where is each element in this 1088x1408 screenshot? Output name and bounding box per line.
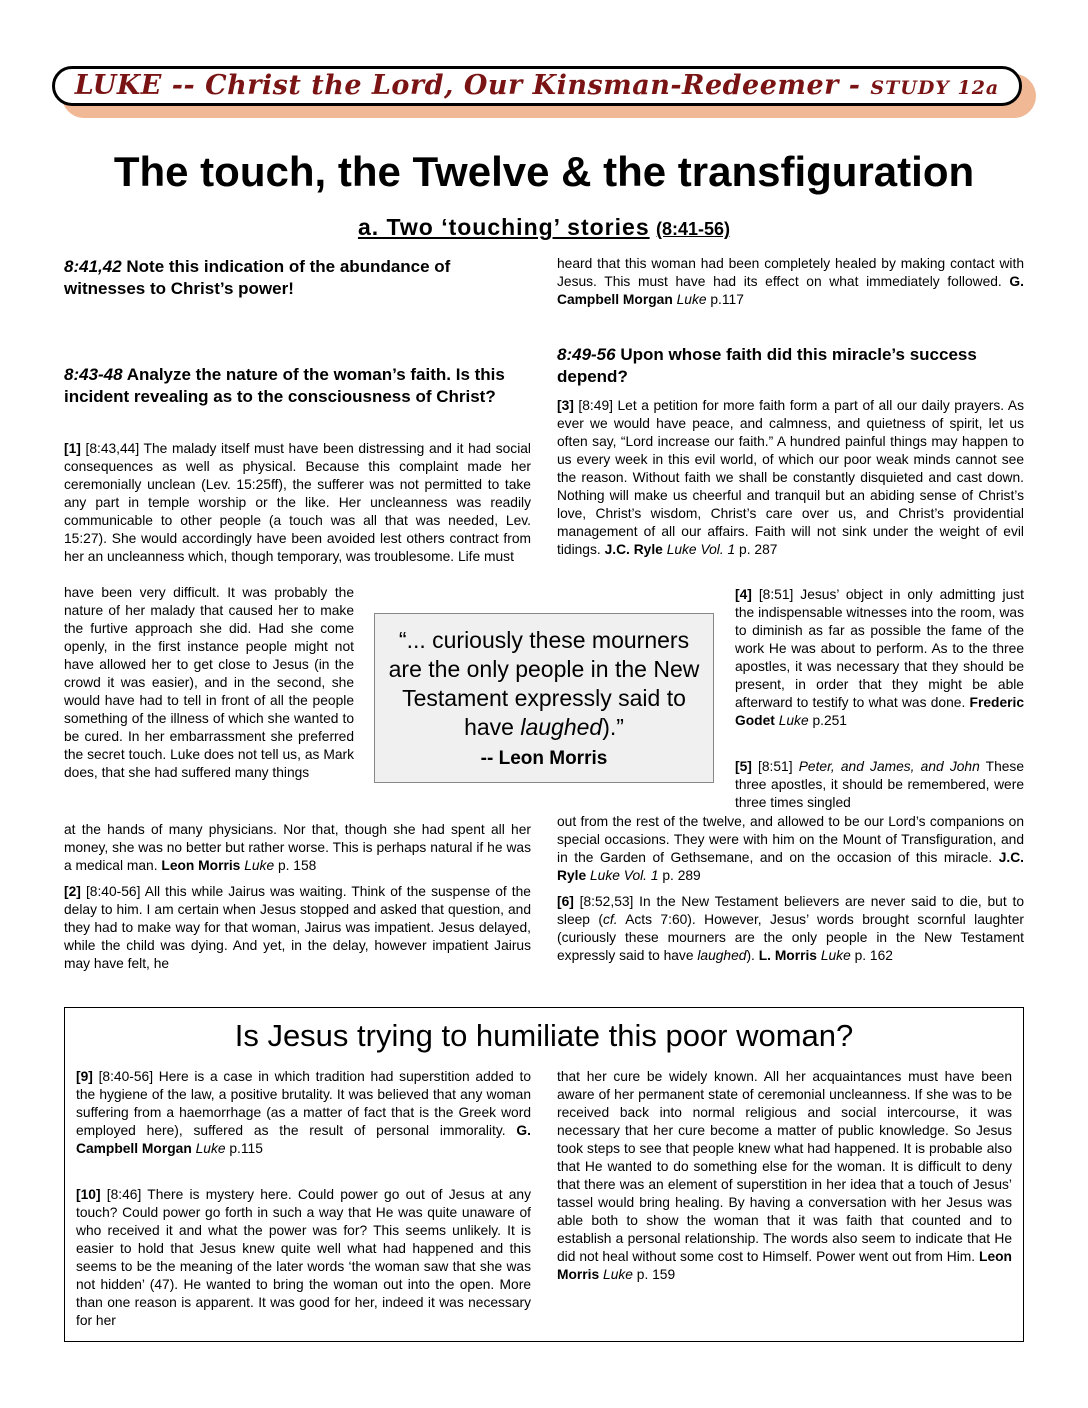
para-number: [6] xyxy=(557,894,574,909)
commentary-5-top xyxy=(735,758,1024,812)
question-text: Upon whose faith did this miracle’s success depend? xyxy=(557,345,977,386)
commentary-10-cont xyxy=(557,1068,1012,1284)
para-italic: Peter, and James, and John xyxy=(798,759,980,774)
para-text: These three apostles, it should be remembered, were three times singled xyxy=(735,759,1024,810)
para-number: [4] xyxy=(735,587,752,602)
question-8-41 xyxy=(64,256,530,300)
para-text: at the hands of many physicians. Nor that, though she had spent all her money, she was no better but rather worse. This is perhaps natural if he was a medical man. xyxy=(64,822,531,873)
para-text: [8:49] Let a petition for more faith form a part of all our daily prayers. As ever we would have peace, and calmness, and quietness of spirit, let us often say, “Lord increase our faith.” A hundred painful things may happen to us every week in this evil world, of which our poor weak minds cannot see the reason. Without faith we shall be constantly disquieted and cast down. Nothing will make us cheerful and tranquil but an abiding sense of Christ’s love, Christ’s wisdom, Christ’s care over us, and Christ’s providential management of all our affairs. Faith will not sink under the weight of evil tidings. xyxy=(557,398,1024,557)
para-number: [9] xyxy=(76,1069,93,1084)
para-text: [8:52,53] In the New Testament believers are never said to die, but to sleep ( xyxy=(557,894,1024,927)
para-text: [8:51] xyxy=(751,759,799,774)
para-text: [8:46] There is mystery here. Could power go out of Jesus at any touch? Could power go forth in such a way that He was quite unaware of who received it and what the power was for? This seems unlikely. It is easier to hold that Jesus knew quite well what had happened and this seems to be the meaning of the later words ‘the woman saw that she was not hidden’ (47). He wanted to bring the woman out into the open. More than one reason is apparent. It was good for her, indeed it was necessary for her xyxy=(76,1187,531,1328)
para-italic: cf. xyxy=(602,912,618,927)
para-italic: laughed xyxy=(697,948,747,963)
question-text: Analyze the nature of the woman’s faith. Is this incident revealing as to the consciousness of Christ? xyxy=(64,365,505,406)
para-page: p. 287 xyxy=(735,542,778,557)
commentary-2-cont xyxy=(557,255,1024,309)
para-author: Leon Morris xyxy=(557,1249,1012,1282)
para-author: Leon Morris xyxy=(161,858,241,873)
commentary-5-bottom xyxy=(557,813,1024,885)
para-work: Luke xyxy=(195,1141,226,1156)
question-ref: 8:41,42 xyxy=(64,257,122,276)
para-text: [8:51] Jesus’ object in only admitting just the indispensable witnesses into the room, was to diminish as far as possible the fame of the work He was about to perform. As to the three apostles, it was necessary that they should be present, in order that they might be able afterward to testify to what was done. xyxy=(735,587,1024,710)
para-text: Acts 7:60). However, Jesus’ words brought scornful laughter (curiously these mourners are the only people in the New Testament expressly said to have xyxy=(557,912,1024,963)
commentary-1-top xyxy=(64,440,531,566)
para-number: [10] xyxy=(76,1187,101,1202)
para-work: Luke xyxy=(676,292,707,307)
commentary-3 xyxy=(557,397,1024,559)
para-author: G. Campbell Morgan xyxy=(76,1123,531,1156)
para-text: heard that this woman had been completely healed by making contact with Jesus. This must have had its effect on what immediately followed. xyxy=(557,256,1024,289)
para-page: p. 289 xyxy=(658,868,701,883)
commentary-9 xyxy=(76,1068,531,1158)
question-text: Note this indication of the abundance of witnesses to Christ’s power! xyxy=(64,257,451,298)
para-work: Luke xyxy=(820,948,851,963)
para-number: [2] xyxy=(64,884,81,899)
para-author: J.C. Ryle xyxy=(557,850,1024,883)
pull-quote-italic: laughed xyxy=(520,714,603,740)
commentary-10 xyxy=(76,1186,531,1330)
pull-quote xyxy=(374,613,714,783)
page-title: The touch, the Twelve & the transfiguration xyxy=(113,148,975,195)
question-ref: 8:43-48 xyxy=(64,365,123,384)
para-page: p. 159 xyxy=(632,1267,676,1282)
para-number: [3] xyxy=(557,398,574,413)
para-text: have been very difficult. It was probably the nature of her malady that caused her to make the furtive approach she did. Had she come openly, in the first instance people might not have allowed her to get close to Jesus (in the crowd it was easier), and in the second, she would have had to tell in front of all the people something of the illness of which she wanted to be cured. In her embarrassment she preferred the secret touch. Luke does not tell us, as Mark does, that she had suffered many things xyxy=(64,585,354,780)
study-number: STUDY 12a xyxy=(870,77,1000,99)
question-ref: 8:49-56 xyxy=(557,345,616,364)
pull-quote-text: “... curiously these mourners are the only people in the New Testament expressly said to have laughed).” xyxy=(388,627,700,740)
para-text: that her cure be widely known. All her acquaintances must have been aware of her permanent state of ceremonial uncleanness. If she was to be received back into normal religious and social intercourse, it was necessary that her cure become a matter of public knowledge. So Jesus took steps to see that people knew what had happened. It is probable also that He wanted to do something else for the woman. It is difficult to deny that there was an element of superstition in her idea that a touch of Jesus’ tassel would bring healing. By having a conversation with her Jesus was able both to show the woman that it was faith that counted and to establish a personal relationship. The words also seem to indicate that He did not heal without some cost to Himself. Power went out from Him. xyxy=(557,1069,1012,1264)
para-author: L. Morris xyxy=(758,948,817,963)
series-title: LUKE -- Christ the Lord, Our Kinsman-Redeemer - xyxy=(74,70,871,101)
para-work: Luke Vol. 1 xyxy=(590,868,659,883)
para-text: ). xyxy=(746,948,759,963)
para-page: p. 162 xyxy=(850,948,893,963)
para-page: p. 158 xyxy=(274,858,317,873)
para-author: J.C. Ryle xyxy=(604,542,663,557)
para-author: Frederic Godet xyxy=(735,695,1024,728)
para-work: Luke xyxy=(603,1267,633,1282)
commentary-1-mid xyxy=(64,584,354,782)
para-work: Luke Vol. 1 xyxy=(666,542,736,557)
para-work: Luke xyxy=(778,713,809,728)
commentary-6 xyxy=(557,893,1024,965)
para-page: p.251 xyxy=(808,713,847,728)
section-heading xyxy=(40,214,1048,241)
commentary-4 xyxy=(735,586,1024,730)
question-8-43 xyxy=(64,364,530,408)
commentary-2 xyxy=(64,883,531,973)
commentary-1-bottom xyxy=(64,821,531,875)
para-text: out from the rest of the twelve, and allowed to be our Lord’s companions on special occasions. They were with him on the Mount of Transfiguration, and in the Garden of Gethsemane, and on the occasion of this miracle. xyxy=(557,814,1024,865)
para-page: p.117 xyxy=(706,292,744,307)
para-number: [1] xyxy=(64,441,81,456)
para-work: Luke xyxy=(244,858,275,873)
para-text: [8:43,44] The malady itself must have been distressing and it had social consequences as well as physical. Because this complaint made her ceremonially unclean (Lev. 15:25ff), the sufferer was not permitted to take any part in temple worship or the like. Her uncleanness was readily communicable to other people (a touch was all that was needed, Lev. 15:27). She would accordingly have been avoided lest others contract from her an uncleanness which, though temporary, was troublesome. Life must xyxy=(64,441,531,564)
para-page: p.115 xyxy=(225,1141,263,1156)
section-heading-text: a. Two ‘touching’ stories xyxy=(357,214,650,240)
question-8-49 xyxy=(557,344,1024,388)
para-text: [8:40-56] All this while Jairus was waiting. Think of the suspense of the delay to him. I am certain when Jesus stopped and asked that question, and they had to make way for that woman, Jairus was impatient. Jesus delayed, while the child was dying. And yet, in the delay, however impatient Jairus may have felt, he xyxy=(64,884,531,971)
para-author: G. Campbell Morgan xyxy=(557,274,1024,307)
series-banner-text xyxy=(52,66,1022,106)
para-text: [8:40-56] Here is a case in which tradition had superstition added to the hygiene of the law, a positive brutality. It was believed that any woman suffering from a haemorrhage (as a matter of fact that is the Greek word employed here), suffered as the result of personal immorality. xyxy=(76,1069,531,1138)
para-number: [5] xyxy=(735,759,752,774)
section-heading-ref: (8:41-56) xyxy=(656,219,731,239)
pull-quote-attribution: -- Leon Morris xyxy=(480,748,608,769)
discussion-box-title: Is Jesus trying to humiliate this poor woman? xyxy=(234,1018,854,1053)
